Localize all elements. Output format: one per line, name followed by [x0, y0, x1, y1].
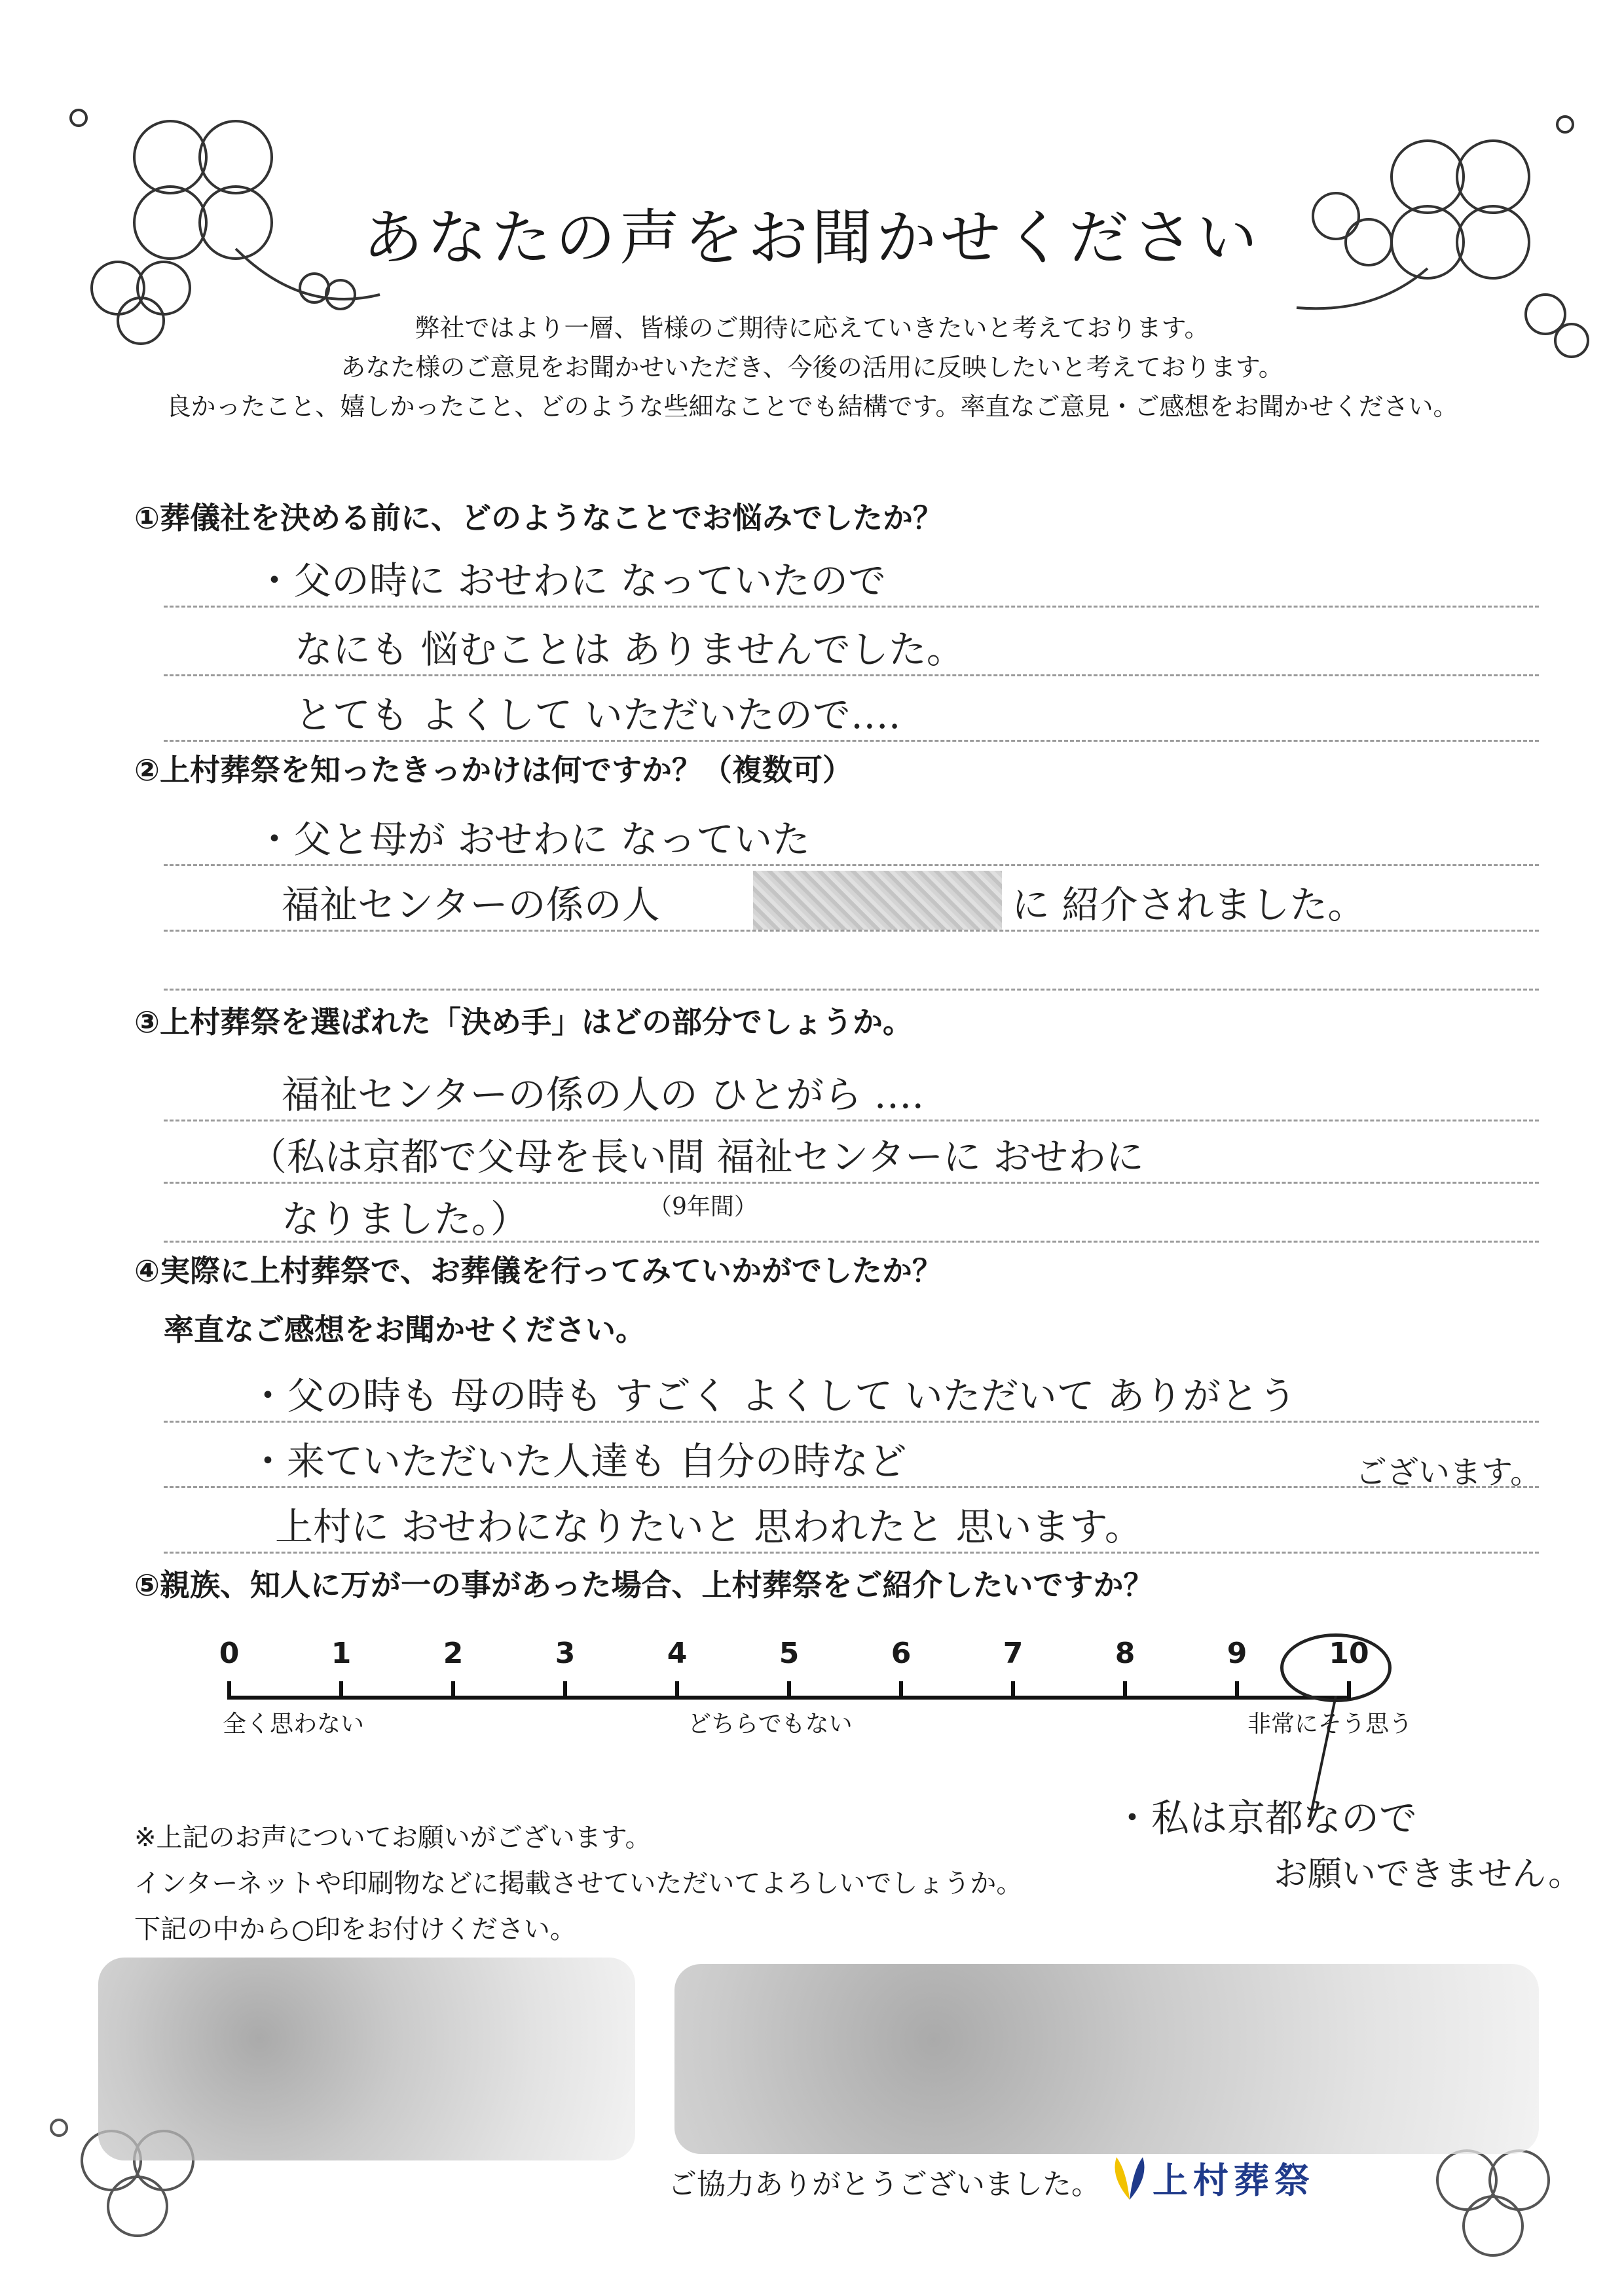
- scale-number-2: 2: [443, 1637, 464, 1670]
- answer-3-note: （9年間）: [648, 1194, 758, 1220]
- intro-line-3: 良かったこと、嬉しかったこと、どのような些細なことでも結構です。率直なご意見・ご感想をお聞かせください。: [166, 392, 1458, 421]
- scale-number-0: 0: [219, 1637, 240, 1670]
- scale-number-8: 8: [1115, 1637, 1135, 1670]
- answer-rule: [164, 1486, 1539, 1488]
- redacted-area-left: [98, 1958, 635, 2160]
- question-3: ③上村葬祭を選ばれた「決め手」はどの部分でしょうか。: [134, 1004, 913, 1040]
- intro-line-2: あなた様のご意見をお聞かせいただき、今後の活用に反映したいと考えております。: [341, 353, 1283, 382]
- answer-3-line-1: 福祉センターの係の人の ひとがら ….: [282, 1072, 924, 1117]
- scale-label-right: 非常にそう思う: [1247, 1711, 1413, 1738]
- scale-tick: [1123, 1681, 1127, 1700]
- answer-rule: [164, 1120, 1539, 1121]
- redacted-area-right: [674, 1964, 1539, 2154]
- scale-tick: [1235, 1681, 1239, 1700]
- answer-rule: [164, 674, 1539, 676]
- scale-number-5: 5: [779, 1637, 800, 1670]
- question-1: ①葬儀社を決める前に、どのようなことでお悩みでしたか？: [134, 500, 943, 536]
- redacted-name: [753, 871, 1002, 930]
- scale-number-10: 10: [1329, 1637, 1369, 1670]
- answer-2-line-2b: に 紹介されました。: [1012, 883, 1366, 927]
- page-title: あなたの声をお聞かせください: [362, 203, 1261, 273]
- logo-mark-icon: [1107, 2144, 1153, 2203]
- question-4: ④実際に上村葬祭で、お葬儀を行ってみていかがでしたか？: [134, 1253, 943, 1288]
- scale-tick: [451, 1681, 455, 1700]
- scale-tick: [1011, 1681, 1015, 1700]
- q5-note-line-1: ・私は京都なので: [1113, 1796, 1418, 1840]
- scale-number-4: 4: [667, 1637, 688, 1670]
- answer-rule: [164, 606, 1539, 608]
- answer-2-line-2a: 福祉センターの係の人: [282, 883, 660, 927]
- scale-label-left: 全く思わない: [223, 1711, 365, 1738]
- answer-rule: [164, 1421, 1539, 1423]
- footer-thanks: ご協力ありがとうございました。: [668, 2168, 1100, 2201]
- scale-tick: [899, 1681, 903, 1700]
- answer-1-line-3: とても よくして いただいたので….: [295, 693, 901, 737]
- answer-4-line-2: ・来ていただいた人達も 自分の時など: [249, 1439, 907, 1484]
- scale-tick: [339, 1681, 343, 1700]
- scale-number-6: 6: [891, 1637, 912, 1670]
- scale-number-3: 3: [555, 1637, 576, 1670]
- scale-tick: [787, 1681, 791, 1700]
- scale-tick: [675, 1681, 679, 1700]
- answer-3-line-3: なりました。）: [282, 1197, 529, 1241]
- answer-rule: [164, 1241, 1539, 1243]
- answer-rule: [164, 1552, 1539, 1554]
- answer-4-line-1: ・父の時も 母の時も すごく よくして いただいて ありがとう: [249, 1374, 1297, 1418]
- answer-1-line-1: ・父の時に おせわに なっていたので: [255, 558, 887, 603]
- q5-note-line-2: お願いできません。: [1274, 1855, 1583, 1894]
- answer-3-line-2: （私は京都で父母を長い間 福祉センターに おせわに: [249, 1135, 1144, 1179]
- answer-rule: [164, 740, 1539, 742]
- scale-number-9: 9: [1227, 1637, 1247, 1670]
- answer-rule: [164, 930, 1539, 932]
- answer-rule: [164, 1182, 1539, 1184]
- intro-line-1: 弊社ではより一層、皆様のご期待に応えていきたいと考えております。: [415, 314, 1209, 342]
- company-logo-text: 上村葬祭: [1153, 2160, 1315, 2201]
- question-2: ②上村葬祭を知ったきっかけは何ですか？（複数可）: [134, 752, 853, 788]
- scale-tick: [563, 1681, 567, 1700]
- notes-line-2: インターネットや印刷物などに掲載させていただいてよろしいでしょうか。: [134, 1868, 1023, 1899]
- answer-1-line-2: なにも 悩むことは ありませんでした。: [295, 627, 965, 672]
- scale-number-7: 7: [1003, 1637, 1024, 1670]
- question-5: ⑤親族、知人に万が一の事があった場合、上村葬祭をご紹介したいですか？: [134, 1567, 1154, 1603]
- notes-line-1: ※上記のお声についてお願いがございます。: [134, 1823, 652, 1853]
- answer-4-line-3: 上村に おせわになりたいと 思われたと 思います。: [275, 1504, 1143, 1549]
- notes-line-3: 下記の中から○印をお付けください。: [134, 1914, 576, 1944]
- answer-rule: [164, 864, 1539, 866]
- answer-rule: [164, 989, 1539, 991]
- scale-tick: [227, 1681, 231, 1700]
- scale-label-mid: どちらでもない: [688, 1711, 853, 1738]
- question-4-sub: 率直なご感想をお聞かせください。: [164, 1312, 646, 1347]
- answer-2-line-1: ・父と母が おせわに なっていた: [255, 817, 811, 862]
- answer-4-line-2-end: ございます。: [1356, 1454, 1542, 1491]
- scale-number-1: 1: [331, 1637, 352, 1670]
